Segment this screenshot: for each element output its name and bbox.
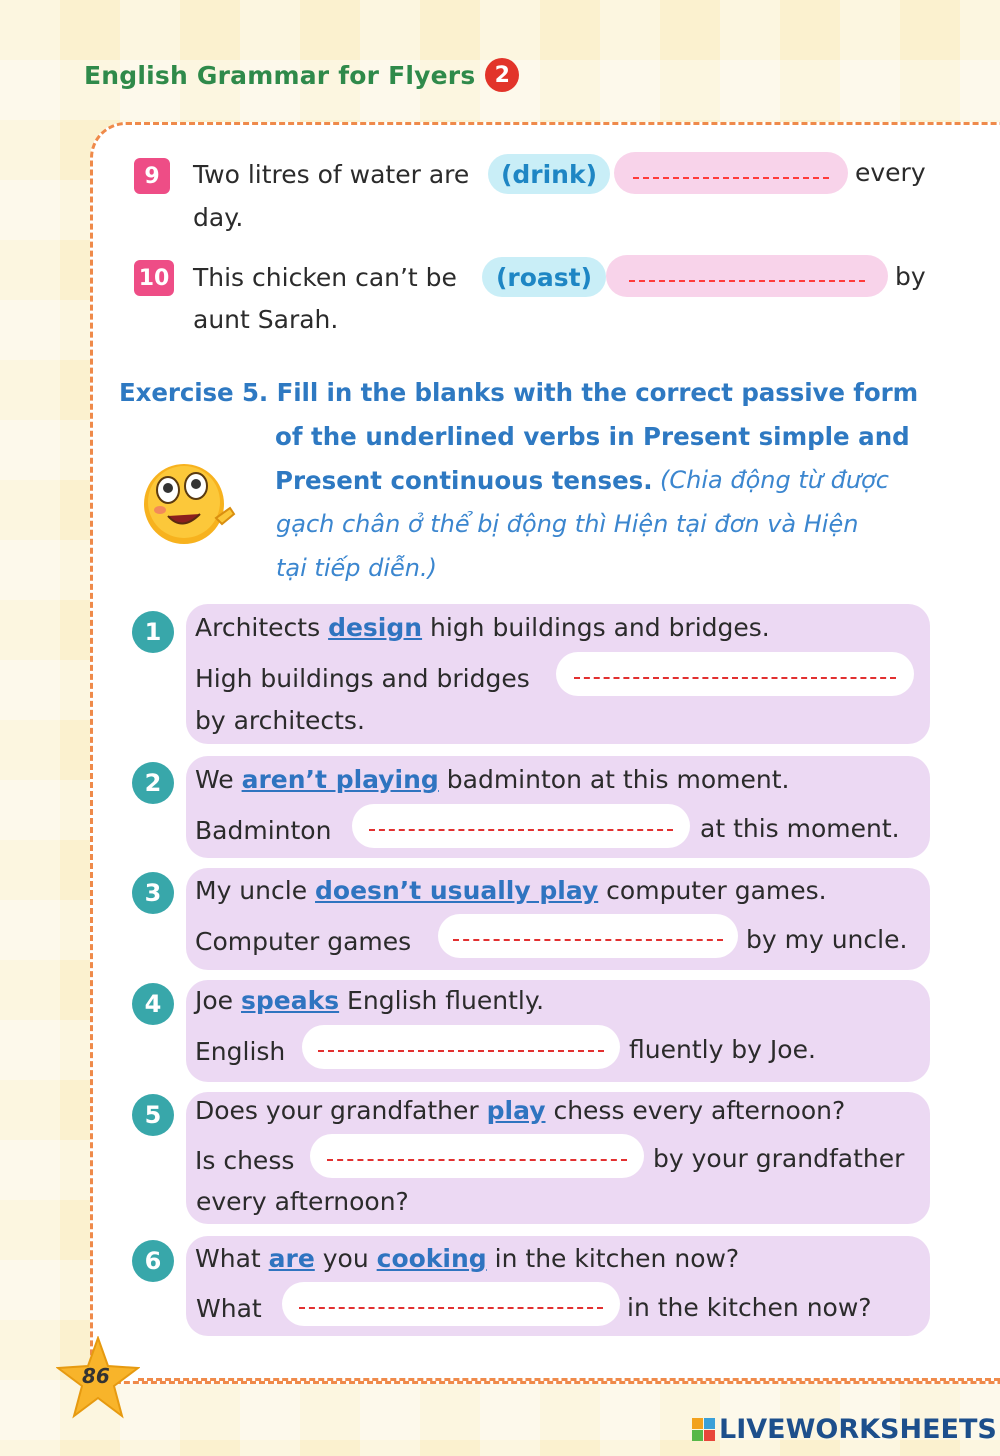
watermark-text: LIVEWORKSHEETS: [719, 1414, 997, 1445]
item-number-3: 3: [132, 872, 174, 914]
item-3-answer-input[interactable]: [438, 914, 738, 958]
item-5-underlined-verb: play: [486, 1096, 546, 1125]
item-1-continuation: by architects.: [195, 706, 365, 735]
item-1-answer-input[interactable]: [556, 652, 914, 696]
book-title: [84, 58, 519, 92]
item-6-after: in the kitchen now?: [627, 1293, 872, 1322]
item-9-answer-input[interactable]: [614, 152, 848, 194]
item-9-text-before: Two litres of water are: [193, 160, 470, 189]
item-9-verb: (drink): [488, 154, 610, 194]
item-5-answer-input[interactable]: [310, 1134, 644, 1178]
item-10-text-after: by: [895, 262, 926, 291]
item-1-prompt: High buildings and bridges: [195, 664, 530, 693]
item-number-4: 4: [132, 983, 174, 1025]
exercise-translation-2: gạch chân ở thể bị động thì Hiện tại đơn và Hiện: [276, 510, 859, 538]
item-number-2: 2: [132, 762, 174, 804]
page-number: 86: [82, 1364, 110, 1388]
item-10-verb: (roast): [482, 257, 606, 297]
item-5-continuation: every afternoon?: [196, 1187, 409, 1216]
exercise-label: Exercise 5.: [119, 378, 269, 407]
item-4-underlined-verb: speaks: [241, 986, 340, 1015]
item-2-prompt: Badminton: [195, 816, 332, 845]
exercise-instruction-3: Present continuous tenses.: [275, 466, 653, 495]
exercise-instruction-2: of the underlined verbs in Present simple and: [275, 422, 910, 451]
item-4-after: fluently by Joe.: [629, 1035, 816, 1064]
book-title-text: English Grammar for Flyers: [84, 60, 476, 90]
item-5-prompt: Is chess: [195, 1146, 295, 1175]
item-10-answer-input[interactable]: [606, 255, 888, 297]
item-number-1: 1: [132, 611, 174, 653]
smiley-face-icon: [138, 458, 238, 548]
item-2-underlined-verb: aren’t playing: [241, 765, 439, 794]
item-number-9: 9: [134, 158, 170, 194]
item-9-continuation: day.: [193, 203, 244, 232]
exercise-translation-1: (Chia động từ được: [660, 466, 889, 494]
exercise-instruction-1: Fill in the blanks with the correct passive form: [276, 378, 919, 407]
liveworksheets-logo-icon: [692, 1418, 715, 1441]
item-5-after: by your grandfather: [653, 1144, 905, 1173]
item-10-text-before: This chicken can’t be: [193, 263, 457, 292]
item-4-sentence: Joe speaks English fluently.: [195, 986, 545, 1015]
item-1-underlined-verb: design: [328, 613, 423, 642]
item-3-underlined-verb: doesn’t usually play: [315, 876, 599, 905]
exercise-heading: [119, 378, 918, 407]
item-3-prompt: Computer games: [195, 927, 412, 956]
item-1-sentence: Architects design high buildings and bridges.: [195, 613, 770, 642]
item-number-10: 10: [134, 260, 174, 296]
item-6-sentence: What are you cooking in the kitchen now?: [195, 1244, 740, 1273]
item-6-underlined-verb-2: cooking: [376, 1244, 487, 1273]
item-number-5: 5: [132, 1094, 174, 1136]
exercise-translation-3: tại tiếp diễn.): [276, 554, 437, 582]
item-2-sentence: We aren’t playing badminton at this moment.: [195, 765, 790, 794]
footer-divider: [138, 1378, 1000, 1381]
item-number-6: 6: [132, 1240, 174, 1282]
item-3-after: by my uncle.: [746, 925, 908, 954]
book-number-badge: 2: [485, 58, 519, 92]
item-9-text-after: every: [855, 158, 926, 187]
item-10-continuation: aunt Sarah.: [193, 305, 339, 334]
item-4-prompt: English: [195, 1037, 286, 1066]
watermark: [692, 1414, 997, 1445]
item-3-sentence: My uncle doesn’t usually play computer games.: [195, 876, 827, 905]
item-5-sentence: Does your grandfather play chess every afternoon?: [195, 1096, 846, 1125]
item-6-answer-input[interactable]: [282, 1282, 620, 1326]
item-2-after: at this moment.: [700, 814, 900, 843]
item-6-prompt: What: [196, 1294, 262, 1323]
item-4-answer-input[interactable]: [302, 1025, 620, 1069]
item-6-underlined-verb-1: are: [268, 1244, 315, 1273]
item-2-answer-input[interactable]: [352, 804, 690, 848]
